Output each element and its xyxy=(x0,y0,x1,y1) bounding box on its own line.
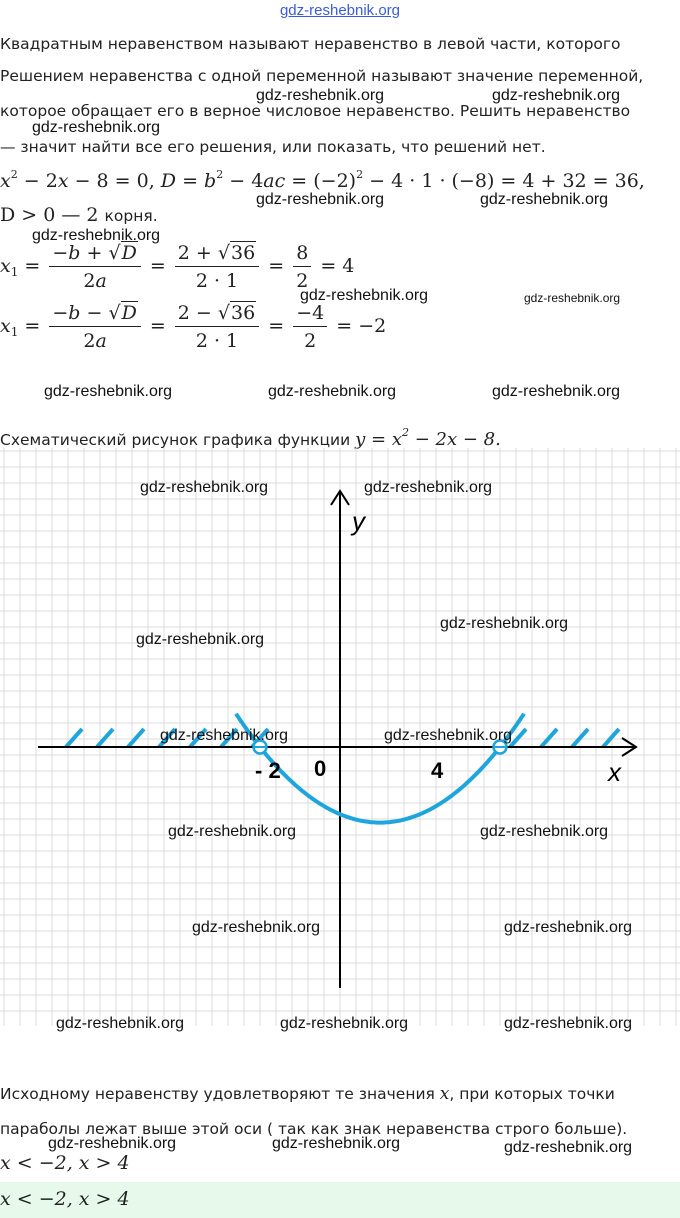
hatch-stroke xyxy=(128,729,144,747)
watermark: gdz-reshebnik.org xyxy=(168,823,297,840)
watermark: gdz-reshebnik.org xyxy=(160,727,289,744)
watermark: gdz-reshebnik.org xyxy=(140,479,269,496)
watermark: gdz-reshebnik.org xyxy=(384,727,513,744)
root-left-label: - 2 xyxy=(255,758,281,783)
watermark: gdz-reshebnik.org xyxy=(56,1015,185,1032)
definition-line-2: Решением неравенства с одной переменной называют значение переменной, xyxy=(0,67,644,85)
watermark: gdz-reshebnik.org xyxy=(440,615,569,632)
watermark: gdz-reshebnik.org xyxy=(492,87,621,104)
schematic-caption-text: Схематический рисунок графика функции xyxy=(0,431,351,449)
origin-label: 0 xyxy=(314,756,327,781)
answer-highlight-box xyxy=(0,1182,680,1218)
hatch-stroke xyxy=(97,729,113,747)
conclusion-text-b: , при которых точки xyxy=(449,1085,615,1103)
conclusion-text-a: Исходному неравенству удовлетворяют те значения xyxy=(0,1085,435,1103)
definition-line-1: Квадратным неравенством называют неравенство в левой части, которого xyxy=(0,35,621,53)
function-formula: $y = x^2 - 2x - 8$. xyxy=(355,426,501,450)
equation-discriminant: $x^2 - 2x - 8 = 0$, $D = b^2 - 4ac = (-2)^2 - 4 \cdot 1 \cdot (-8) = 4 + 32 = 36$, xyxy=(0,168,645,192)
watermark: gdz-reshebnik.org xyxy=(48,1135,177,1152)
root-right-label: 4 xyxy=(431,758,444,783)
parabola-graph xyxy=(0,448,680,1030)
watermark: gdz-reshebnik.org xyxy=(492,383,621,400)
schematic-caption xyxy=(0,423,680,450)
answer-line: x < −2, x > 4 xyxy=(0,1152,130,1174)
watermark: gdz-reshebnik.org xyxy=(300,287,429,304)
watermark: gdz-reshebnik.org xyxy=(256,191,385,208)
watermark: gdz-reshebnik.org xyxy=(192,919,321,936)
answer-highlight: x < −2, x > 4 xyxy=(0,1188,130,1210)
watermark: gdz-reshebnik.org xyxy=(280,1015,409,1032)
watermark: gdz-reshebnik.org xyxy=(256,87,385,104)
var-x: x xyxy=(439,1084,450,1104)
watermark: gdz-reshebnik.org xyxy=(364,479,493,496)
watermark: gdz-reshebnik.org xyxy=(480,191,609,208)
site-link[interactable]: gdz-reshebnik.org xyxy=(279,2,401,19)
root-x1-formula: $x_1$ = $\frac{-b + √D}{2a}$ = $\frac{2 + √36}{2 \cdot 1}$ = $\frac{8}{2}$ = 4 xyxy=(0,242,355,292)
conclusion-line-1 xyxy=(0,1084,680,1104)
watermark: gdz-reshebnik.org xyxy=(504,1015,633,1032)
solution-hatching xyxy=(66,729,619,747)
roots-count xyxy=(0,204,158,226)
root-x2-formula: $x_1$ = $\frac{-b - √D}{2a}$ = $\frac{2 - √36}{2 \cdot 1}$ = $\frac{-4}{2}$ = −2 xyxy=(0,302,387,352)
watermark: gdz-reshebnik.org xyxy=(32,119,161,136)
watermark: gdz-reshebnik.org xyxy=(480,823,609,840)
conclusion-line-2: параболы лежат выше этой оси ( так как знак неравенства строго больше). xyxy=(0,1120,628,1138)
hatch-stroke xyxy=(603,729,619,747)
axis-x-label: x xyxy=(608,757,621,787)
definition-line-3: которое обращает его в верное числовое неравенство. Решить неравенство xyxy=(0,102,631,120)
roots-count-word: корня. xyxy=(104,207,158,225)
hatch-stroke xyxy=(541,729,557,747)
watermark: gdz-reshebnik.org xyxy=(504,1139,633,1156)
roots-count-math: D > 0 — 2 xyxy=(0,204,99,226)
watermark: gdz-reshebnik.org xyxy=(44,383,173,400)
watermark: gdz-reshebnik.org xyxy=(32,227,161,244)
axis-y-label: y xyxy=(352,506,365,536)
watermark: gdz-reshebnik.org xyxy=(272,1135,401,1152)
definition-line-4: — значит найти все его решения, или показать, что решений нет. xyxy=(0,138,546,156)
watermark: gdz-reshebnik.org xyxy=(524,291,621,305)
watermark: gdz-reshebnik.org xyxy=(268,383,397,400)
watermark: gdz-reshebnik.org xyxy=(504,919,633,936)
watermark: gdz-reshebnik.org xyxy=(136,631,265,648)
